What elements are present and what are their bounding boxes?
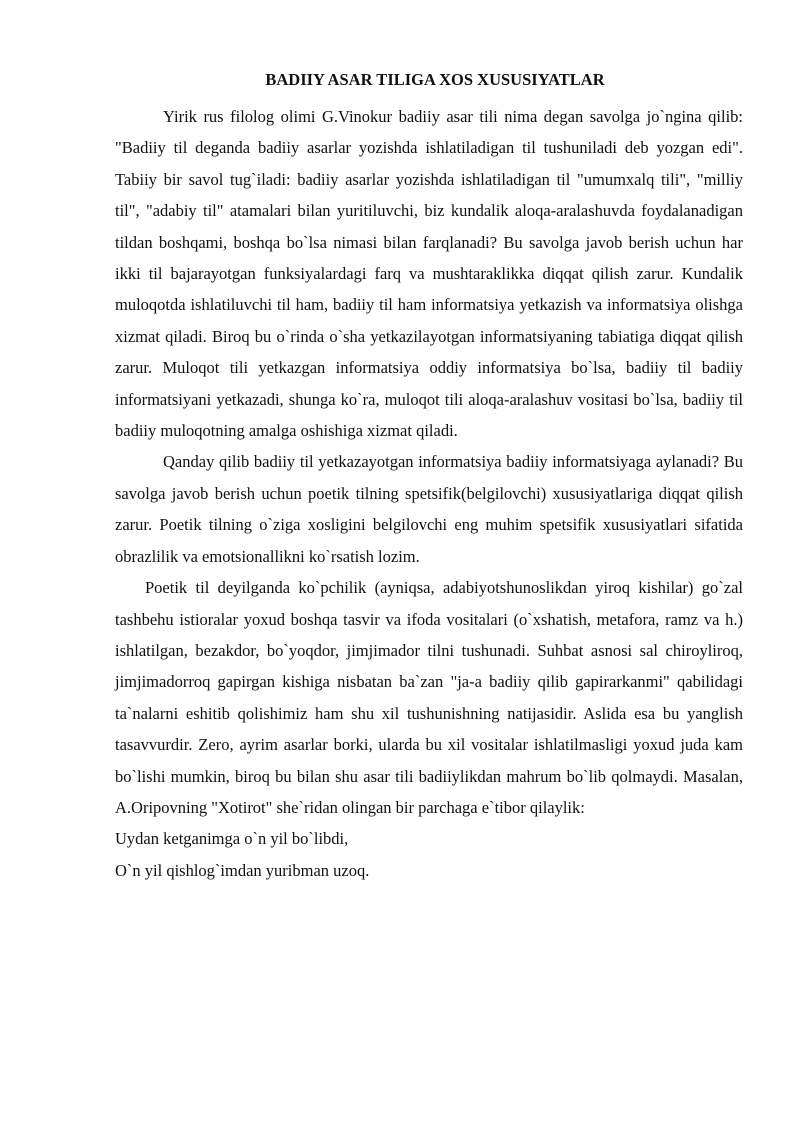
document-title: BADIIY ASAR TILIGA XOS XUSUSIYATLAR — [265, 70, 605, 89]
paragraph-poetic-misconception: Poetik til deyilganda ko`pchilik (ayniqsa, adabiyotshunoslikdan yiroq kishilar) go`zal tashbehu istioralar yoxud boshqa tasvir va ifoda vositalari (o`xshatish, metafora, ramz va h.) ishlatilgan, bezakdor, bo`yoqdor, jimjimador tilni tushunadi. Suhbat asnosi sal chiroyliroq, jimjimadorroq gapirgan kishiga nisbatan ba`zan "ja-a badiiy qilib gapirarkanmi" qabilidagi ta`nalarni eshitib qolishimiz ham shu xil tushunishning natijasidir. Aslida esa bu yanglish tasavvurdir. Zero, ayrim asarlar borki, ularda bu xil vositalar ishlatilmasligi yoxud juda kam bo`lishi mumkin, biroq bu bilan shu asar tili badiiylikdan mahrum bo`lib qolmaydi. Masalan, A.Oripovning "Xotirot" she`ridan olingan bir parchaga e`tibor qilaylik: — [115, 578, 743, 817]
paragraph-vinokur-definition: Yirik rus filolog olimi G.Vinokur badiiy asar tili nima degan savolga jo`ngina qilib: "Badiiy til deganda badiiy asarlar yozishda ishlatiladigan til tushuniladi deb yozgan edi". Tabiiy bir savol tug`iladi: badiiy asarlar yozishda ishlatiladigan til "umumxalq tili", "milliy til", "adabiy til" atamalari bilan yuritiluvchi, biz kundalik aloqa-aralashuvda foydalanadigan tildan boshqami, boshqa bo`lsa nimasi bilan farqlanadi? Bu savolga javob berish uchun har ikki til bajarayotgan funksiyalardagi farq va mushtaraklikka diqqat qilish zarur. Kundalik muloqotda ishlatiluvchi til ham, badiiy til ham informatsiya yetkazish va informatsiya olishga xizmat qiladi. Biroq bu o`rinda o`sha yetkazilayotgan informatsiyaning tabiatiga diqqat qilish zarur. Muloqot tili yetkazgan informatsiya oddiy informatsiya bo`lsa, badiiy til badiiy informatsiyani yetkazadi, shunga ko`ra, muloqot tili aloqa-aralashuv vositasi bo`lsa, badiiy til badiiy muloqotning amalga oshishiga xizmat qiladi. — [115, 107, 743, 441]
paragraph-poetic-specifics: Qanday qilib badiiy til yetkazayotgan informatsiya badiiy informatsiyaga aylanadi? Bu savolga javob berish uchun poetik tilning spetsifik(belgilovchi) xususiyatlariga diqqat qilish zarur. Poetik tilning o`ziga xosligini belgilovchi eng muhim spetsifik xususiyatlari sifatida obrazlilik va emotsionallikni ko`rsatish lozim. — [115, 452, 743, 566]
verse-line: O`n yil qishlog`imdan yuribman uzoq. — [115, 860, 370, 880]
verse-line: Uydan ketganimga o`n yil bo`libdi, — [115, 829, 349, 849]
document-page — [115, 70, 743, 886]
